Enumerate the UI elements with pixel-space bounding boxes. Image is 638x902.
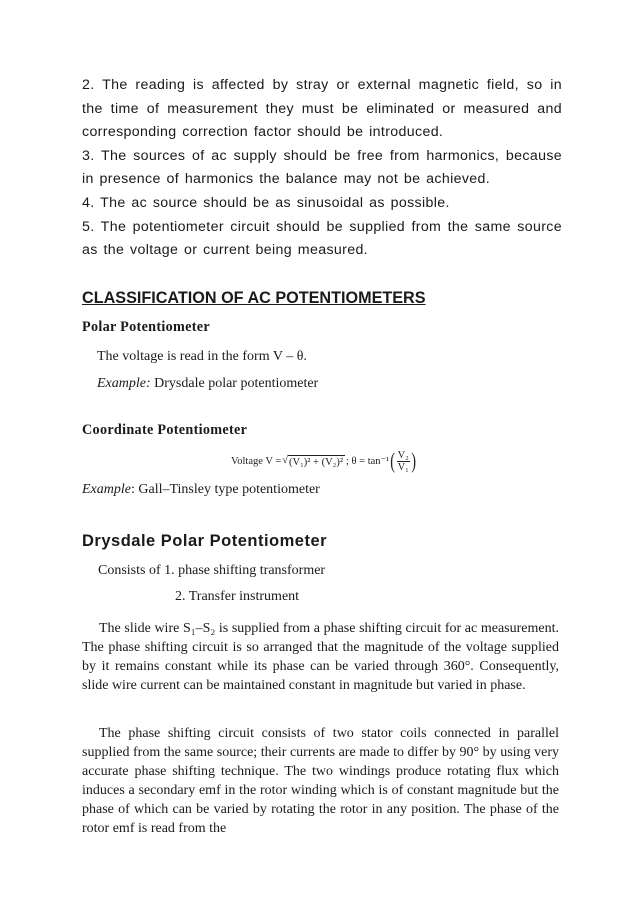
coordinate-example bbox=[82, 482, 320, 498]
formula-mid: ; θ = tan⁻¹ bbox=[345, 456, 390, 467]
drysdale-title: Drysdale Polar Potentiometer bbox=[82, 532, 328, 550]
example-label: Example: bbox=[97, 376, 151, 391]
list-item: 3. The sources of ac supply should be free from harmonics, because in presence of harmonics the balance may not be achieved. bbox=[82, 147, 562, 188]
list-item: 5. The potentiometer circuit should be supplied from the same source as the voltage or current being measured. bbox=[82, 218, 562, 259]
example-label: Example bbox=[82, 482, 131, 497]
square-root-sign: √ bbox=[282, 454, 289, 466]
formula-denominator: V₁ bbox=[397, 461, 409, 473]
coordinate-potentiometer-title: Coordinate Potentiometer bbox=[82, 422, 248, 438]
formula-numerator: V₂ bbox=[397, 449, 409, 461]
polar-example bbox=[97, 376, 318, 392]
example-text: Drysdale polar potentiometer bbox=[150, 376, 319, 391]
requirements-list bbox=[82, 74, 562, 263]
formula-radicand: (V₁)² + (V₂)² bbox=[289, 456, 343, 468]
list-item: 4. The ac source should be as sinusoidal as possible. bbox=[82, 194, 450, 211]
drysdale-consists-2: 2. Transfer instrument bbox=[175, 589, 300, 604]
drysdale-paragraph-2: The phase shifting circuit consists of two stator coils connected in parallel supplied from the same source; their currents are made to differ by 90° by using very accurate phase shifting technique. The two windings produce rotating flux which induces a secondary emf in the rotor winding which is of constant magnitude but the phase of which can be varied by rotating the rotor in any position. The phase of the rotor emf is read from the bbox=[82, 726, 559, 837]
polar-description: The voltage is read in the form V – θ. bbox=[97, 349, 307, 364]
voltage-formula: Voltage V = √ (V₁)² + (V₂)² ; θ = tan⁻¹ ( $\frac{\text{V₂}}{\text{V₁}}$ ) bbox=[231, 448, 416, 473]
formula-prefix: Voltage V = bbox=[231, 455, 282, 467]
formula-fraction bbox=[397, 450, 410, 473]
list-item: 2. The reading is affected by stray or external magnetic field, so in the time of measurement they must be eliminated or measured and corresponding correction factor should be introduced. bbox=[82, 77, 562, 141]
polar-potentiometer-title: Polar Potentiometer bbox=[82, 319, 210, 335]
drysdale-consists-1: Consists of 1. phase shifting transformer bbox=[98, 563, 326, 578]
example-text: : Gall–Tinsley type potentiometer bbox=[130, 482, 320, 497]
drysdale-paragraph-1: The slide wire S₁–S₂ is supplied from a phase shifting circuit for ac measurement. The phase shifting circuit is so arranged that the magnitude of the voltage supplied by it remains constant while its phase can be varied through 360°. Consequently, slide wire current can be maintained constant in magnitude but varied in phase. bbox=[82, 621, 559, 694]
classification-heading: CLASSIFICATION OF AC POTENTIOMETERS bbox=[82, 289, 426, 307]
